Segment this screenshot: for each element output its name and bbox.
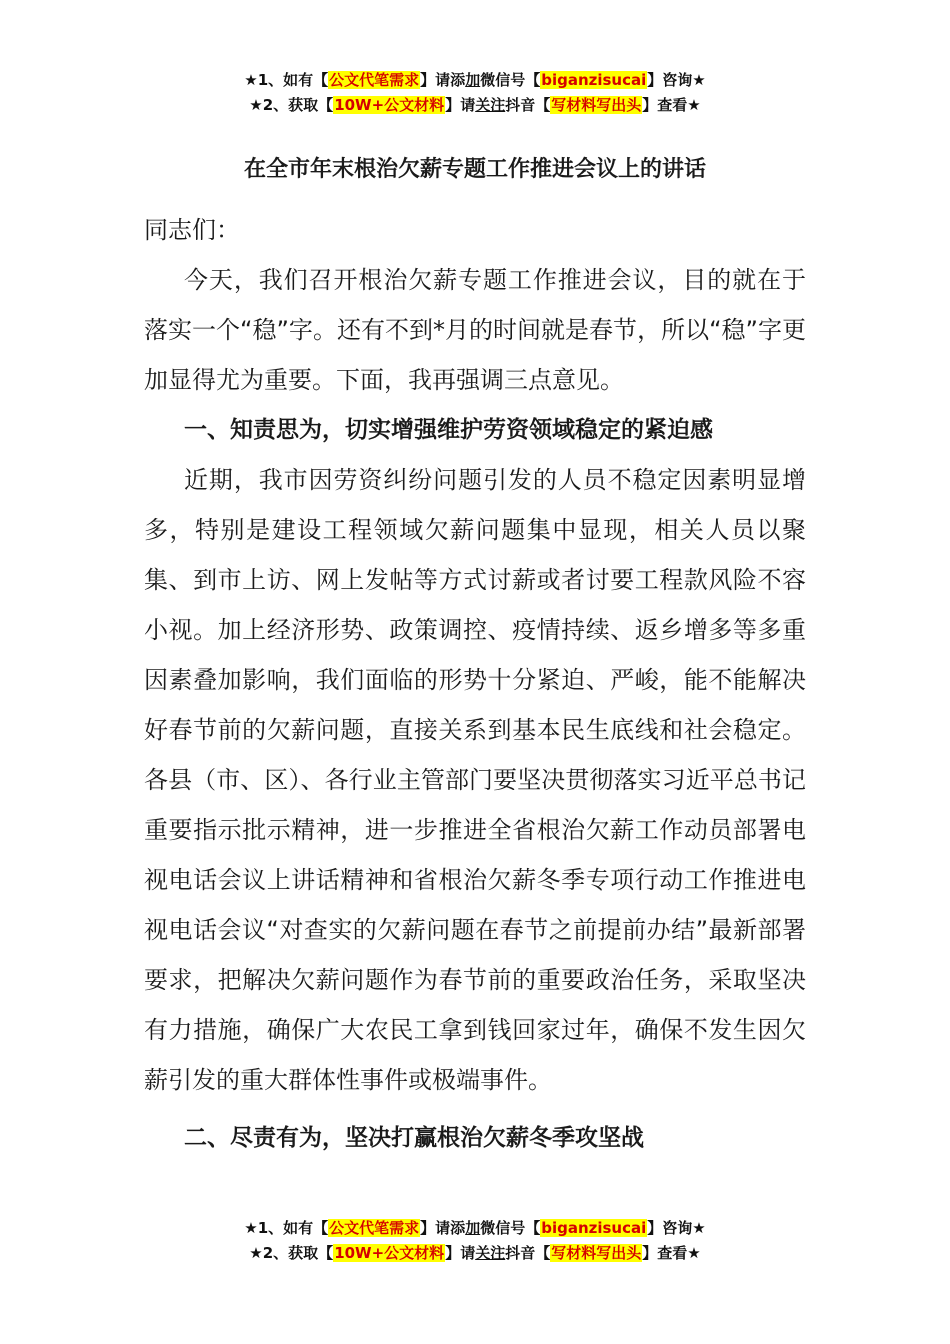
- salutation: 同志们：: [144, 216, 240, 244]
- promo-line-2: ★2、获取【10W+公文材料】请关注抖音【写材料写出头】查看★: [249, 96, 701, 114]
- promo-line-1: ★1、如有【公文代笔需求】请添加微信号【biganzisucai】咨询★: [244, 1219, 706, 1237]
- promo-banner-bottom: [0, 1216, 950, 1266]
- promo-banner-top: [0, 68, 950, 118]
- document-body: [144, 205, 806, 1163]
- promo-highlight: 10W+公文材料: [334, 1244, 445, 1262]
- document-title: 在全市年末根治欠薪专题工作推进会议上的讲话: [243, 157, 706, 182]
- section-1-heading: 一、知责思为，切实增强维护劳资领域稳定的紧迫感: [184, 417, 713, 443]
- section-1-paragraph: 近期，我市因劳资纠纷问题引发的人员不稳定因素明显增多，特别是建设工程领域欠薪问题集中显现，相关人员以聚集、到市上访、网上发帖等方式讨薪或者讨要工程款风险不容小视。加上经济形势、政策调控、疫情持续、返乡增多等多重因素叠加影响，我们面临的形势十分紧迫、严峻，能不能解决好春节前的欠薪问题，直接关系到基本民生底线和社会稳定。各县（市、区）、各行业主管部门要坚决贯彻落实习近平总书记重要指示批示精神，进一步推进全省根治欠薪工作动员部署电视电话会议上讲话精神和省根治欠薪冬季专项行动工作推进电视电话会议“对查实的欠薪问题在春节之前提前办结”最新部署要求，把解决欠薪问题作为春节前的重要政治任务，采取坚决有力措施，确保广大农民工拿到钱回家过年，确保不发生因欠薪引发的重大群体性事件或极端事件。: [144, 466, 806, 1094]
- promo-wechat-id: biganzisucai: [541, 71, 647, 89]
- section-2-heading: 二、尽责有为，坚决打赢根治欠薪冬季攻坚战: [184, 1125, 644, 1151]
- promo-highlight: 公文代笔需求: [329, 1219, 420, 1237]
- promo-highlight: 公文代笔需求: [329, 71, 420, 89]
- promo-douyin-id: 写材料写出头: [551, 96, 642, 114]
- intro-paragraph: 今天，我们召开根治欠薪专题工作推进会议，目的就在于落实一个“稳”字。还有不到*月的时间就是春节，所以“稳”字更加显得尤为重要。下面，我再强调三点意见。: [144, 266, 806, 394]
- promo-line-2: ★2、获取【10W+公文材料】请关注抖音【写材料写出头】查看★: [249, 1244, 701, 1262]
- promo-line-1: ★1、如有【公文代笔需求】请添加微信号【biganzisucai】咨询★: [244, 71, 706, 89]
- promo-douyin-id: 写材料写出头: [551, 1244, 642, 1262]
- promo-highlight: 10W+公文材料: [334, 96, 445, 114]
- promo-wechat-id: biganzisucai: [541, 1219, 647, 1237]
